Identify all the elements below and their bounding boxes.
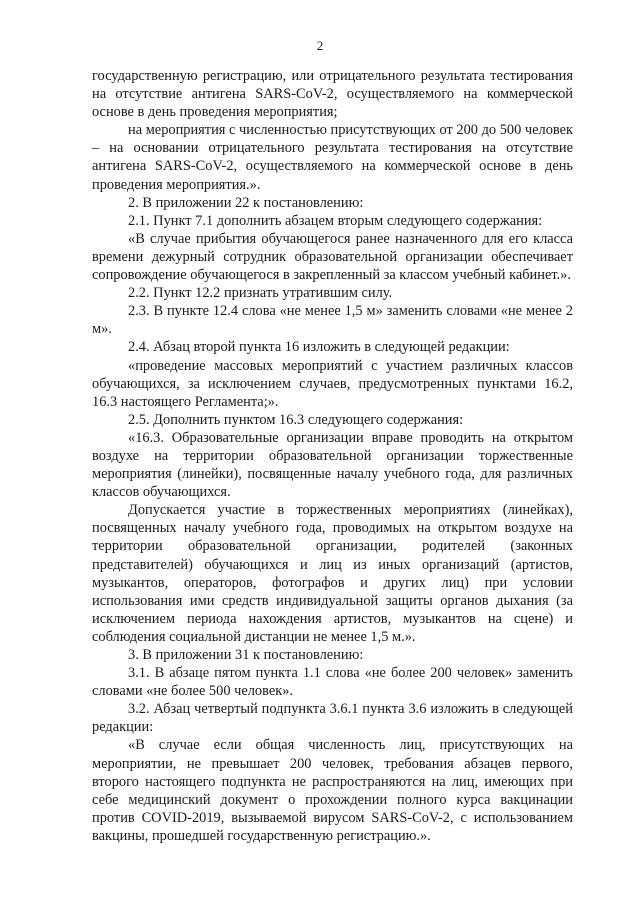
paragraph: «16.3. Образовательные организации вправе проводить на открытом воздухе на территории образовательной организации торжественные мероприятия (линейки), посвященные началу учебного года, для различных классов обучающихся. — [92, 429, 573, 501]
paragraph: «В случае если общая численность лиц, присутствующих на мероприятии, не превышает 200 человек, требования абзацев первого, второго настоящего подпункта не распространяются на лиц, имеющих при себе медицинский документ о прохождении полного курса вакцинации против COVID-2019, вызываемой вирусом SARS-CoV-2, с использованием вакцины, прошедшей государственную регистрацию.». — [92, 737, 573, 844]
paragraph: 2. В приложении 22 к постановлению: — [128, 194, 364, 211]
paragraph: на мероприятия с численностью присутствующих от 200 до 500 человек – на основании отрицательного результата тестирования на отсутствие антигена SARS-CoV-2, осуществляемого на коммерческой основе в день проведения мероприятия.». — [92, 122, 573, 193]
paragraph: 3. В приложении 31 к постановлению: — [128, 647, 364, 663]
paragraph: 3.1. В абзаце пятом пункта 1.1 слова «не более 200 человек» заменить словами «не более 500 человек». — [92, 665, 573, 700]
paragraph: 2.4. Абзац второй пункта 16 изложить в следующей редакции: — [128, 339, 510, 356]
paragraph: «В случае прибытия обучающегося ранее назначенного для его класса времени дежурный сотрудник образовательной организации обеспечивает сопровождение обучающегося в закрепленный за классом учебный кабинет.». — [92, 230, 573, 284]
paragraph: 2.5. Дополнить пунктом 16.3 следующего содержания: — [128, 411, 464, 428]
paragraph: 2.1. Пункт 7.1 дополнить абзацем вторым следующего содержания: — [128, 212, 543, 229]
paragraph: «проведение массовых мероприятий с участием различных классов обучающихся, за исключением случаев, предусмотренных пунктами 16.2, 16.3 настоящего Регламента;». — [92, 357, 573, 410]
paragraph: Допускается участие в торжественных мероприятиях (линейках), посвященных началу учебного года, проводимых на открытом воздухе на территории образовательной организации, родителей (законных представителей) обучающихся и лиц из иных организаций (артистов, музыкантов, операторов, фотографов и других лиц) при условии использования ими средств индивидуальной защиты органов дыхания (за исключением периода нахождения артистов, музыкантов на сцене) и соблюдения социальной дистанции не менее 1,5 м.». — [92, 502, 573, 645]
paragraph: 2.2. Пункт 12.2 признать утратившим силу. — [128, 285, 393, 302]
page-number: 2 — [316, 38, 324, 53]
paragraph: государственную регистрацию, или отрицательного результата тестирования на отсутствие антигена SARS-CoV-2, осуществляемого на коммерческой основе в день проведения мероприятия; — [92, 68, 573, 121]
paragraph: 2.3. В пункте 12.4 слова «не менее 1,5 м» заменить словами «не менее 2 м». — [92, 303, 573, 338]
paragraph: 3.2. Абзац четвертый подпункта 3.6.1 пункта 3.6 изложить в следующей редакции: — [92, 701, 573, 736]
document-body — [92, 67, 573, 845]
